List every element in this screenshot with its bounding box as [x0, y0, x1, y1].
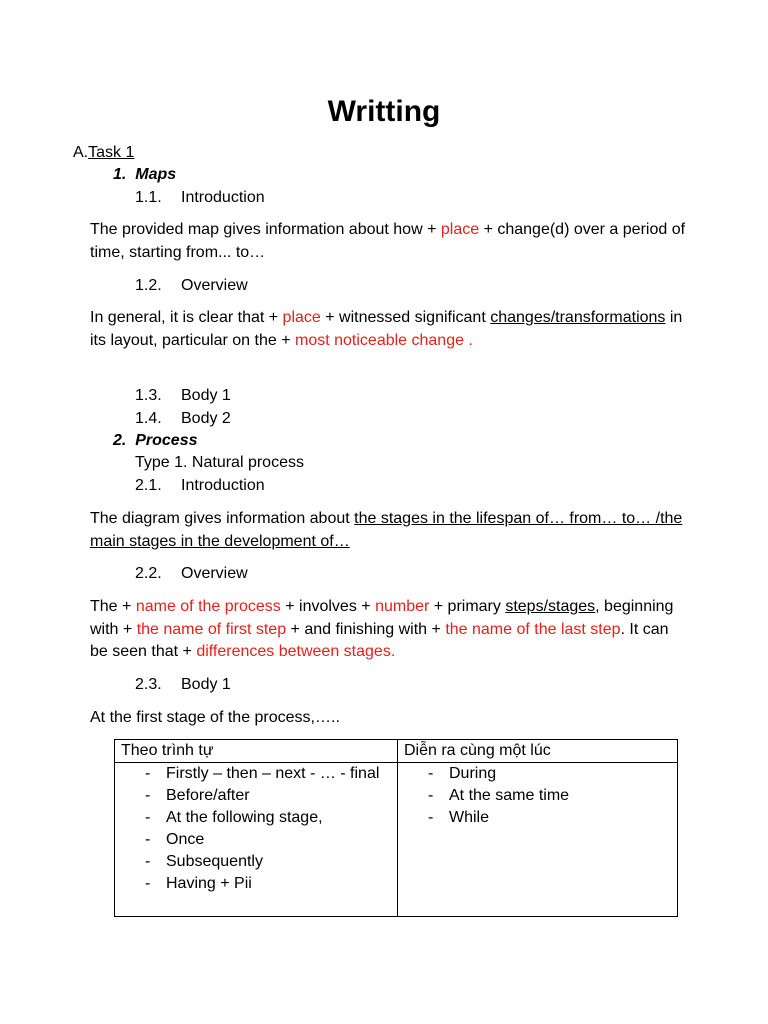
list-item — [121, 851, 391, 873]
maps-intro-place: place — [440, 221, 480, 238]
process-heading — [113, 430, 198, 452]
process-s2-heading — [135, 563, 248, 585]
maps-s1-num: 1.1. — [135, 189, 162, 206]
dash-bullet: - — [428, 765, 434, 782]
list-item — [121, 763, 391, 785]
process-s2-num: 2.2. — [135, 565, 162, 582]
process-s2-label: Overview — [181, 565, 248, 582]
process-overview-differences: differences between stages. — [196, 643, 396, 660]
maps-intro-paragraph — [90, 219, 690, 264]
process-overview-text-5: + and finishing with + — [286, 620, 446, 638]
dash-bullet: - — [145, 831, 151, 848]
sequence-words-table — [114, 739, 678, 917]
dash-bullet: - — [428, 809, 434, 826]
table-cell-sequence — [115, 763, 398, 917]
process-body1-text: At the first stage of the process,….. — [90, 709, 340, 726]
list-item-text: While — [449, 809, 490, 826]
maps-title: Maps — [135, 166, 177, 183]
maps-num: 1. — [113, 166, 127, 183]
dash-bullet: - — [145, 875, 151, 892]
table-header-simultaneous: Diễn ra cùng một lúc — [398, 740, 678, 763]
maps-overview-text-3: in its layout, particular on the + — [90, 309, 683, 349]
list-item — [404, 763, 671, 785]
list-item-text: At the following stage, — [166, 809, 323, 826]
table-cell-simultaneous — [398, 763, 678, 917]
process-num: 2. — [113, 432, 127, 449]
maps-s3-heading — [135, 385, 231, 407]
dash-bullet: - — [428, 787, 434, 804]
maps-s4-label: Body 2 — [181, 410, 231, 427]
process-intro-text-1: The diagram gives information about — [90, 510, 355, 527]
list-item — [121, 873, 391, 895]
dash-bullet: - — [145, 765, 151, 782]
process-intro-stages: the stages in the lifespan of… from… to… /the main stages in the development of… — [90, 510, 683, 550]
section-a-letter: A. — [73, 144, 89, 161]
process-s3-heading — [135, 674, 231, 696]
maps-s1-label: Introduction — [181, 189, 265, 206]
list-item-text: Firstly – then – next - … - final — [166, 765, 380, 782]
table-header-row — [115, 740, 678, 763]
section-a-label: Task 1 — [88, 144, 135, 161]
maps-s3-label: Body 1 — [181, 387, 231, 404]
maps-overview-place: place — [282, 309, 321, 326]
maps-heading — [113, 164, 176, 186]
list-item-text: Having + Pii — [166, 875, 252, 892]
process-s1-heading — [135, 475, 265, 497]
maps-s2-label: Overview — [181, 277, 248, 294]
process-s1-label: Introduction — [181, 477, 265, 494]
maps-overview-changes: changes/transformations — [490, 309, 666, 326]
list-item — [121, 829, 391, 851]
maps-s2-num: 1.2. — [135, 277, 162, 294]
maps-s4-num: 1.4. — [135, 410, 162, 427]
process-overview-first-step: the name of first step — [136, 620, 287, 638]
process-overview-text-1: The + — [90, 598, 136, 615]
table-row — [115, 763, 678, 917]
table-header-sequence: Theo trình tự — [115, 740, 398, 763]
process-overview-name: name of the process — [135, 598, 281, 615]
process-overview-steps: steps/stages — [505, 598, 596, 615]
dash-bullet: - — [145, 853, 151, 870]
maps-s1-heading — [135, 187, 265, 209]
list-item-text: Before/after — [166, 787, 250, 804]
simultaneous-list — [404, 763, 671, 829]
list-item — [404, 785, 671, 807]
maps-intro-text-2: + change(d) over a period of time, starting from... to… — [90, 221, 686, 261]
process-overview-text-6: . It can be seen that + — [90, 620, 669, 660]
process-overview-text-2: + involves + — [280, 598, 376, 615]
list-item-text: At the same time — [449, 787, 570, 804]
process-overview-number: number — [375, 598, 430, 615]
list-item-text: Once — [166, 831, 205, 848]
process-s3-num: 2.3. — [135, 676, 162, 693]
list-item — [121, 785, 391, 807]
process-type: Type 1. Natural process — [135, 454, 304, 471]
page-title: Writting — [327, 95, 441, 128]
maps-intro-text-1: The provided map gives information about how + — [90, 221, 441, 238]
maps-overview-paragraph — [90, 307, 690, 352]
process-title: Process — [135, 432, 198, 449]
list-item-text: Subsequently — [166, 853, 263, 870]
process-intro-paragraph — [90, 508, 690, 553]
maps-overview-most-noticeable: most noticeable change . — [295, 331, 473, 349]
process-overview-text-4: , beginning with + — [90, 598, 674, 638]
sequence-list — [121, 763, 391, 895]
process-overview-last-step: the name of the last step — [445, 620, 621, 638]
process-s3-label: Body 1 — [181, 676, 231, 693]
process-s1-num: 2.1. — [135, 477, 162, 494]
section-a-heading — [73, 142, 134, 164]
list-item — [121, 807, 391, 829]
process-overview-paragraph — [90, 596, 690, 664]
maps-overview-text-1: In general, it is clear that + — [90, 309, 283, 326]
maps-s3-num: 1.3. — [135, 387, 162, 404]
process-overview-text-3: + primary — [429, 598, 506, 615]
dash-bullet: - — [145, 787, 151, 804]
maps-s4-heading — [135, 408, 231, 430]
dash-bullet: - — [145, 809, 151, 826]
maps-s2-heading — [135, 275, 248, 297]
maps-overview-text-2: + witnessed significant — [320, 309, 491, 326]
list-item-text: During — [449, 765, 497, 782]
list-item — [404, 807, 671, 829]
